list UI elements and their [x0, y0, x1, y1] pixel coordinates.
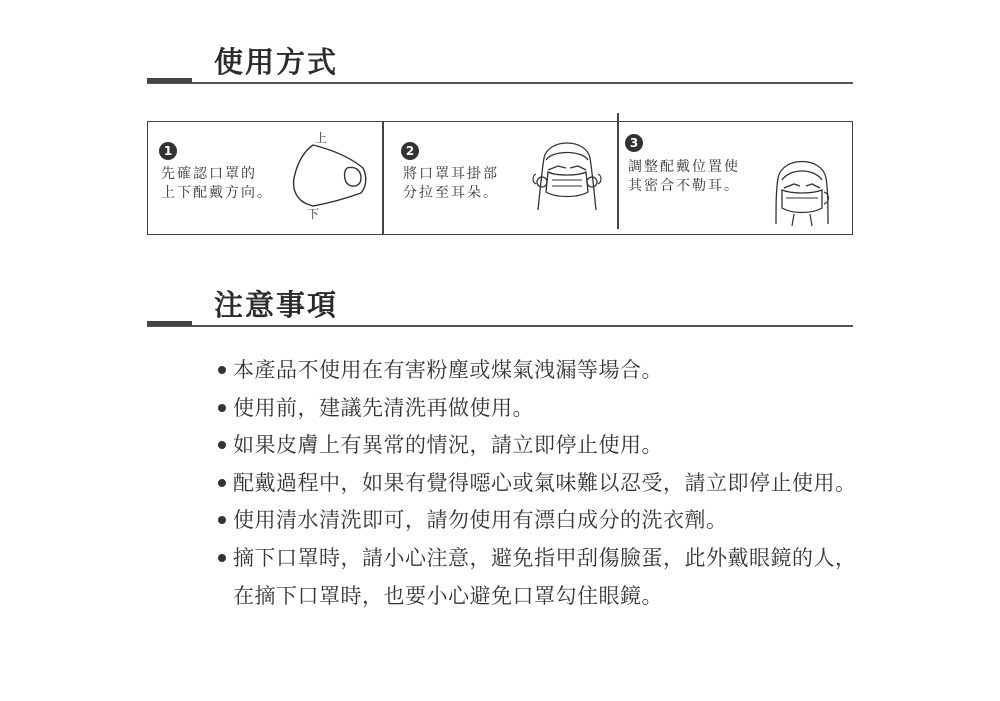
note-item-4 [217, 465, 857, 503]
step-1-line-2: 上下配戴方向。 [161, 185, 273, 201]
step-1-line-1: 先確認口罩的 [161, 166, 257, 182]
step-1-text [161, 165, 273, 203]
wearing-mask-face-icon [528, 130, 608, 212]
note-text-6: 摘下口罩時，請小心注意，避免指甲刮傷臉蛋，此外戴眼鏡的人，在摘下口罩時，也要小心避免口罩勾住眼鏡。 [233, 545, 857, 608]
mask-orientation-icon [285, 128, 375, 223]
bullet-icon [218, 366, 226, 374]
note-item-1 [217, 352, 857, 390]
note-text-1: 本產品不使用在有害粉塵或煤氣洩漏等場合。 [233, 358, 663, 382]
bullet-icon [218, 404, 226, 412]
bullet-icon [218, 479, 226, 487]
bullet-icon [218, 516, 226, 524]
bullet-icon [218, 441, 226, 449]
note-text-3: 如果皮膚上有異常的情況，請立即停止使用。 [233, 433, 663, 458]
step-2-line-1: 將口罩耳掛部 [403, 166, 499, 182]
step-2-number: 2 [401, 142, 419, 160]
step-1-number: 1 [159, 142, 177, 160]
notes-section-title: 注意事項 [214, 288, 339, 322]
note-text-5: 使用清水清洗即可，請勿使用有漂白成分的洗衣劑。 [233, 508, 728, 533]
notes-title-accent [147, 321, 192, 326]
bullet-icon [218, 554, 226, 562]
usage-title-rule [147, 82, 853, 84]
note-item-5 [217, 502, 857, 540]
note-item-6 [217, 540, 857, 615]
note-item-2 [217, 390, 857, 428]
step-2-line-2: 分拉至耳朵。 [403, 185, 499, 201]
adjusted-mask-face-icon [768, 150, 838, 226]
note-text-4: 配戴過程中，如果有覺得噁心或氣味難以忍受，請立即停止使用。 [233, 470, 857, 495]
step-3-number: 3 [625, 134, 643, 152]
step-3-line-1: 調整配戴位置使 [628, 159, 740, 175]
notes-title-rule [147, 325, 853, 327]
notes-list [217, 352, 857, 615]
step-3-text [628, 158, 740, 196]
note-text-2: 使用前，建議先清洗再做使用。 [233, 395, 534, 420]
step-divider-2 [617, 113, 619, 229]
step-divider-1 [382, 121, 384, 235]
step-2-text [403, 165, 499, 203]
usage-section-title: 使用方式 [214, 45, 339, 79]
usage-title-accent [147, 78, 192, 83]
step-3-line-2: 其密合不勒耳。 [628, 178, 740, 194]
mask-top-label: 上 [315, 131, 328, 145]
mask-bottom-label: 下 [307, 207, 320, 221]
note-item-3 [217, 427, 857, 465]
